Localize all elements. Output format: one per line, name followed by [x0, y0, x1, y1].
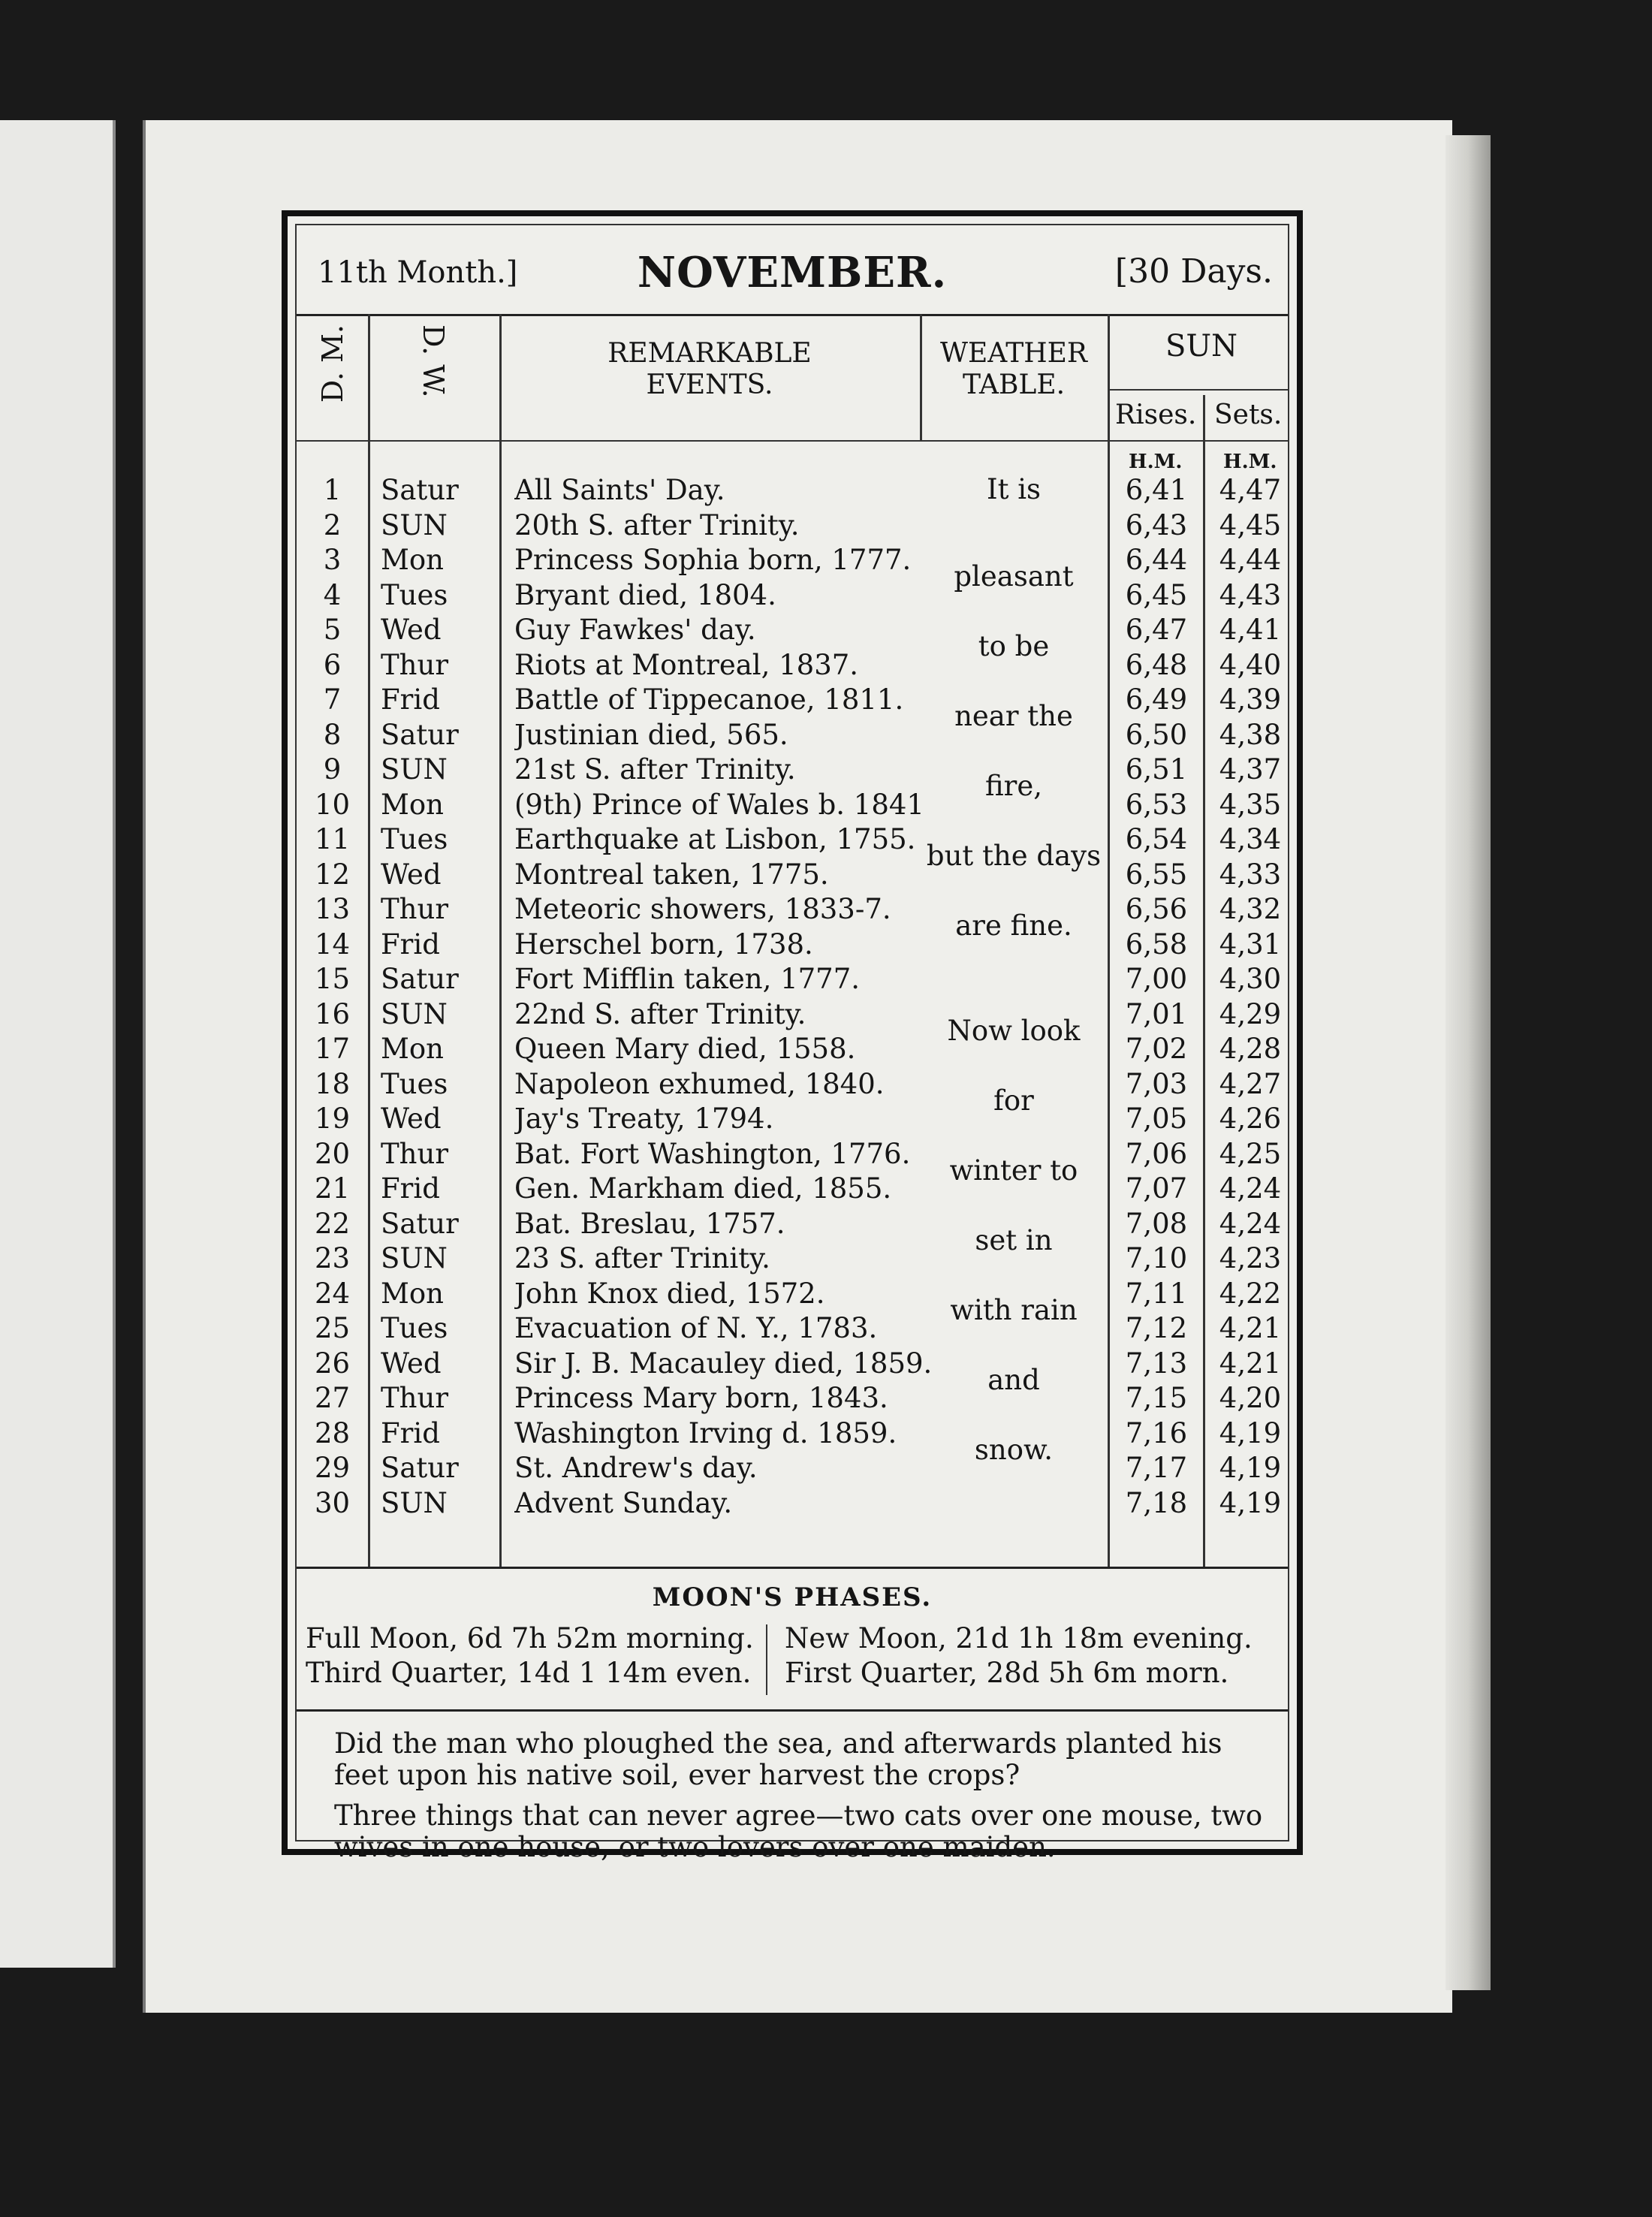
weather-phrase: are fine.: [955, 909, 1072, 943]
day-of-week: Mon: [381, 1277, 444, 1310]
day-of-week: Tues: [381, 1312, 448, 1344]
day-of-week: Frid: [381, 1416, 440, 1449]
remarkable-event: Advent Sunday.: [514, 1486, 733, 1519]
day-of-month: 24: [314, 1277, 351, 1310]
day-of-week: Wed: [381, 614, 442, 646]
remarkable-event: Napoleon exhumed, 1840.: [514, 1067, 885, 1100]
col-sets-header: Sets.: [1214, 400, 1283, 430]
sun-sets: 4,23: [1219, 1242, 1282, 1274]
remarkable-event: 23 S. after Trinity.: [514, 1242, 770, 1274]
sun-rises: 7,08: [1125, 1207, 1188, 1240]
sun-rule: [1108, 389, 1288, 391]
calendar-row: [297, 788, 1288, 823]
moon-phases-title: MOON'S PHASES.: [652, 1582, 933, 1612]
sun-sets: 4,38: [1219, 718, 1282, 751]
remarkable-event: Battle of Tippecanoe, 1811.: [514, 683, 904, 716]
day-of-week: Mon: [381, 1033, 444, 1065]
weather-phrase: snow.: [974, 1433, 1054, 1466]
remarkable-event: All Saints' Day.: [514, 474, 725, 506]
sun-sets: 4,21: [1219, 1347, 1282, 1380]
remarkable-event: Jay's Treaty, 1794.: [514, 1102, 774, 1135]
sun-rises: 6,58: [1125, 928, 1188, 961]
day-of-week: Satur: [381, 1207, 459, 1240]
full-moon: Full Moon, 6d 7h 52m morning.: [306, 1622, 754, 1654]
calendar-row: [297, 1416, 1288, 1452]
day-of-month: 28: [314, 1416, 351, 1449]
sun-sets: 4,33: [1219, 858, 1282, 891]
day-of-month: 14: [314, 928, 351, 961]
sun-rises: 7,15: [1125, 1382, 1188, 1414]
weather-phrase: winter to: [949, 1154, 1078, 1187]
col-sun-header: SUN: [1165, 329, 1238, 363]
sun-sets: 4,21: [1219, 1312, 1282, 1344]
calendar-row: [297, 1381, 1288, 1416]
day-of-month: 4: [323, 578, 342, 611]
calendar-row: [297, 1347, 1288, 1382]
remarkable-event: (9th) Prince of Wales b. 1841: [514, 788, 924, 821]
remarkable-event: St. Andrew's day.: [514, 1452, 758, 1484]
calendar-row: [297, 718, 1288, 753]
sun-rises: 6,53: [1125, 788, 1188, 821]
day-of-month: 15: [314, 963, 351, 995]
sun-sets: 4,47: [1219, 474, 1282, 506]
riddle-text: Did the man who ploughed the sea, and afterwards planted his feet upon his native soil, ever harvest the crops?: [334, 1727, 1222, 1791]
sun-rises: 7,03: [1125, 1067, 1188, 1100]
remarkable-event: Princess Mary born, 1843.: [514, 1382, 888, 1414]
sun-rises: 6,50: [1125, 718, 1188, 751]
col-dw-header: D. W.: [417, 324, 450, 398]
day-of-week: Thur: [381, 648, 449, 681]
day-of-week: Wed: [381, 1102, 442, 1135]
day-of-month: 17: [314, 1033, 351, 1065]
calendar-row: [297, 822, 1288, 858]
sun-rises: 7,16: [1125, 1416, 1188, 1449]
day-of-week: Thur: [381, 1137, 449, 1170]
sun-sets: 4,28: [1219, 1033, 1282, 1065]
remarkable-event: Riots at Montreal, 1837.: [514, 648, 859, 681]
sun-sets: 4,31: [1219, 928, 1282, 961]
day-of-month: 18: [314, 1067, 351, 1100]
remarkable-event: Montreal taken, 1775.: [514, 858, 829, 891]
calendar-row: [297, 613, 1288, 648]
new-moon: New Moon, 21d 1h 18m evening.: [785, 1622, 1253, 1654]
sun-sets: 4,35: [1219, 788, 1282, 821]
col-weather-header: [920, 338, 1108, 401]
weather-phrase: near the: [954, 700, 1073, 733]
sun-sets: 4,43: [1219, 578, 1282, 611]
calendar-row: [297, 892, 1288, 928]
sun-sets: 4,19: [1219, 1486, 1282, 1519]
sun-sets: 4,25: [1219, 1137, 1282, 1170]
remarkable-event: Earthquake at Lisbon, 1755.: [514, 823, 916, 855]
day-of-month: 29: [314, 1452, 351, 1484]
first-quarter: First Quarter, 28d 5h 6m morn.: [785, 1657, 1229, 1689]
sun-rises: 6,45: [1125, 578, 1188, 611]
sun-rises: 7,17: [1125, 1452, 1188, 1484]
day-of-week: Satur: [381, 1452, 459, 1484]
remarkable-event: John Knox died, 1572.: [514, 1277, 825, 1310]
moon-left: [306, 1621, 754, 1691]
sun-rises: 7,11: [1125, 1277, 1188, 1310]
remarkable-event: Guy Fawkes' day.: [514, 614, 756, 646]
calendar-row: [297, 648, 1288, 683]
sun-rises: 6,43: [1125, 508, 1188, 541]
remarkable-event: Justinian died, 565.: [514, 718, 788, 751]
day-of-month: 20: [314, 1137, 351, 1170]
day-of-week: Wed: [381, 858, 442, 891]
remarkable-event: Herschel born, 1738.: [514, 928, 813, 961]
day-of-week: Tues: [381, 823, 448, 855]
remarkable-event: Queen Mary died, 1558.: [514, 1033, 856, 1065]
sun-rises: 7,05: [1125, 1102, 1188, 1135]
weather-header-line1: WEATHER: [939, 338, 1088, 369]
page-stack-edge: [1446, 135, 1491, 1990]
col-events-header: [499, 338, 920, 401]
day-of-month: 11: [314, 823, 351, 855]
remarkable-event: 22nd S. after Trinity.: [514, 997, 806, 1030]
day-of-week: Thur: [381, 893, 449, 925]
moon-phases: [297, 1567, 1288, 1712]
sun-sets: 4,45: [1219, 508, 1282, 541]
day-of-week: Wed: [381, 1347, 442, 1380]
remarkable-event: Sir J. B. Macauley died, 1859.: [514, 1347, 933, 1380]
day-of-month: 1: [323, 474, 342, 506]
sun-rises: 6,47: [1125, 614, 1188, 646]
calendar-row: [297, 508, 1288, 544]
sun-rises: 7,06: [1125, 1137, 1188, 1170]
weather-phrase: pleasant: [954, 560, 1074, 593]
calendar-row: [297, 858, 1288, 893]
day-of-month: 23: [314, 1242, 351, 1274]
day-of-month: 6: [323, 648, 342, 681]
almanac-calendar-frame: [282, 210, 1303, 1863]
day-of-month: 19: [314, 1102, 351, 1135]
calendar-row: [297, 543, 1288, 578]
remarkable-event: Bat. Fort Washington, 1776.: [514, 1137, 911, 1170]
remarkable-event: Bat. Breslau, 1757.: [514, 1207, 785, 1240]
day-of-week: SUN: [381, 1486, 448, 1519]
events-header-line1: REMARKABLE: [607, 338, 812, 369]
day-of-week: Frid: [381, 928, 440, 961]
col-rises-header: Rises.: [1115, 400, 1197, 430]
notes-section: [297, 1709, 1288, 1863]
sun-sets: 4,30: [1219, 963, 1282, 995]
sun-rises: 6,44: [1125, 544, 1188, 576]
calendar-row: [297, 1451, 1288, 1486]
sun-sets: 4,19: [1219, 1452, 1282, 1484]
day-of-month: 30: [314, 1486, 351, 1519]
day-of-week: Frid: [381, 683, 440, 716]
sun-rises: 7,02: [1125, 1033, 1188, 1065]
sun-sets: 4,40: [1219, 648, 1282, 681]
day-of-month: 16: [314, 997, 351, 1030]
sun-sets: 4,41: [1219, 614, 1282, 646]
day-of-month: 21: [314, 1172, 351, 1205]
moon-right: [785, 1621, 1253, 1691]
day-of-week: Satur: [381, 718, 459, 751]
day-of-week: Frid: [381, 1172, 440, 1205]
day-of-month: 27: [314, 1382, 351, 1414]
calendar-row: [297, 683, 1288, 718]
day-of-week: Mon: [381, 788, 444, 821]
sun-rises: 6,54: [1125, 823, 1188, 855]
day-of-month: 3: [323, 544, 342, 576]
events-header-line2: EVENTS.: [646, 370, 773, 400]
calendar-row: [297, 928, 1288, 963]
sun-sets: 4,39: [1219, 683, 1282, 716]
calendar-row: [297, 1032, 1288, 1067]
sun-rises: 7,01: [1125, 997, 1188, 1030]
remarkable-event: Washington Irving d. 1859.: [514, 1416, 897, 1449]
sun-rises: 7,07: [1125, 1172, 1188, 1205]
sets-unit: H.M.: [1223, 451, 1277, 473]
day-of-month: 25: [314, 1312, 351, 1344]
day-of-month: 12: [314, 858, 351, 891]
weather-header-line2: TABLE.: [962, 370, 1066, 400]
calendar-row: [297, 1277, 1288, 1312]
sun-rises: 6,48: [1125, 648, 1188, 681]
weather-phrase: for: [993, 1084, 1034, 1117]
rises-unit: H.M.: [1129, 451, 1183, 473]
remarkable-event: Gen. Markham died, 1855.: [514, 1172, 892, 1205]
sun-sets: 4,20: [1219, 1382, 1282, 1414]
weather-phrase: set in: [975, 1223, 1053, 1256]
saying-text: Three things that can never agree—two cats over one mouse, two wives in one house, or two lovers over one maiden.: [334, 1799, 1263, 1863]
day-of-week: Satur: [381, 963, 459, 995]
col-dm-header: D. M.: [316, 324, 349, 403]
sun-rises: 7,13: [1125, 1347, 1188, 1380]
sun-rises: 7,10: [1125, 1242, 1188, 1274]
calendar-row: [297, 1241, 1288, 1277]
calendar-row: [297, 578, 1288, 614]
weather-phrase: but the days: [926, 840, 1102, 873]
day-of-month: 9: [323, 753, 342, 786]
day-of-month: 26: [314, 1347, 351, 1380]
calendar-row: [297, 962, 1288, 997]
day-of-week: Tues: [381, 578, 448, 611]
weather-phrase: and: [987, 1363, 1040, 1396]
sun-rises: 6,55: [1125, 858, 1188, 891]
calendar-row: [297, 1172, 1288, 1207]
days-count: [30 Days.: [1114, 252, 1273, 291]
day-of-week: Mon: [381, 544, 444, 576]
sun-sets: 4,22: [1219, 1277, 1282, 1310]
remarkable-event: Meteoric showers, 1833-7.: [514, 893, 891, 925]
sun-rises: 7,00: [1125, 963, 1188, 995]
calendar-row: [297, 753, 1288, 788]
day-of-month: 5: [323, 614, 342, 646]
day-of-week: Satur: [381, 474, 459, 506]
day-of-month: 7: [323, 683, 342, 716]
sun-sets: 4,37: [1219, 753, 1282, 786]
day-of-month: 8: [323, 718, 342, 751]
calendar-row: [297, 997, 1288, 1033]
calendar-row: [297, 1102, 1288, 1137]
remarkable-event: Fort Mifflin taken, 1777.: [514, 963, 861, 995]
day-of-month: 13: [314, 893, 351, 925]
month-title: NOVEMBER.: [637, 248, 948, 297]
remarkable-event: Princess Sophia born, 1777.: [514, 544, 912, 576]
sun-sets: 4,19: [1219, 1416, 1282, 1449]
sun-sets: 4,32: [1219, 893, 1282, 925]
sun-sets: 4,24: [1219, 1207, 1282, 1240]
remarkable-event: 20th S. after Trinity.: [514, 508, 800, 541]
sun-sets: 4,29: [1219, 997, 1282, 1030]
day-of-week: Thur: [381, 1382, 449, 1414]
remarkable-event: 21st S. after Trinity.: [514, 753, 796, 786]
sun-rises: 7,12: [1125, 1312, 1188, 1344]
weather-phrase: with rain: [950, 1293, 1078, 1326]
adjacent-page-edge: [0, 120, 116, 1968]
day-of-week: SUN: [381, 753, 448, 786]
day-of-week: SUN: [381, 508, 448, 541]
day-of-week: Tues: [381, 1067, 448, 1100]
day-of-week: SUN: [381, 1242, 448, 1274]
month-number: 11th Month.]: [318, 255, 518, 290]
calendar-row: [297, 473, 1288, 508]
calendar-row: [297, 1067, 1288, 1102]
calendar-row: [297, 1137, 1288, 1172]
sun-sets: 4,34: [1219, 823, 1282, 855]
sun-rises: 6,56: [1125, 893, 1188, 925]
sun-sets: 4,44: [1219, 544, 1282, 576]
calendar-row: [297, 1311, 1288, 1347]
calendar-row: [297, 1486, 1288, 1522]
sun-sets: 4,27: [1219, 1067, 1282, 1100]
weather-phrase: fire,: [984, 770, 1043, 803]
month-header: [297, 225, 1288, 316]
day-of-month: 2: [323, 508, 342, 541]
sun-rises: 6,51: [1125, 753, 1188, 786]
moon-divider: [766, 1624, 767, 1695]
remarkable-event: Bryant died, 1804.: [514, 578, 776, 611]
day-of-month: 10: [314, 788, 351, 821]
sun-rises: 7,18: [1125, 1486, 1188, 1519]
sun-sets: 4,24: [1219, 1172, 1282, 1205]
remarkable-event: Evacuation of N. Y., 1783.: [514, 1312, 878, 1344]
calendar-row: [297, 1207, 1288, 1242]
third-quarter: Third Quarter, 14d 1 14m even.: [306, 1657, 752, 1689]
day-of-week: SUN: [381, 997, 448, 1030]
sun-rises: 6,41: [1125, 474, 1188, 506]
weather-phrase: Now look: [947, 1014, 1081, 1047]
sun-sets: 4,26: [1219, 1102, 1282, 1135]
weather-phrase: to be: [978, 630, 1050, 663]
weather-phrase: It is: [986, 473, 1042, 505]
day-of-month: 22: [314, 1207, 351, 1240]
header-rule: [297, 440, 1288, 442]
calendar-inner: [295, 224, 1289, 1863]
sun-rises: 6,49: [1125, 683, 1188, 716]
